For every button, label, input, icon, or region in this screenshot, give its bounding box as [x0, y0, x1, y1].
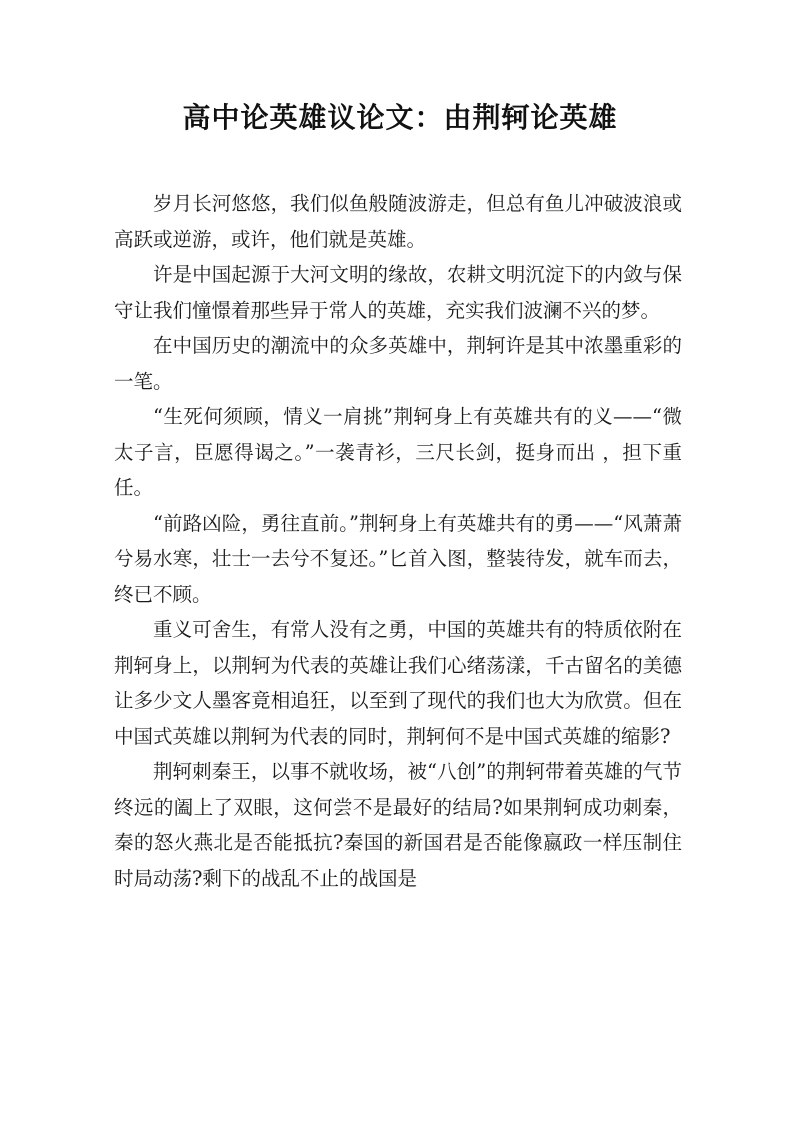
document-title: 高中论英雄议论文：由荆轲论英雄 [182, 101, 618, 134]
document-body [114, 186, 682, 896]
paragraph: 荆轲刺秦王，以事不就收场，被“八创”的荆轲带着英雄的气节终远的阖上了双眼，这何尝不是最好的结局?如果荆轲成功刺秦，秦的怒火燕北是否能抵抗?秦国的新国君是否能像嬴政一样压制住时局动荡?剩下的战乱不止的战国是 [114, 760, 682, 890]
paragraph: “前路凶险，勇往直前。”荆轲身上有英雄共有的勇——“风萧萧兮易水寒，壮士一去兮不复还。”匕首入图，整装待发，就车而去，终已不顾。 [114, 511, 682, 606]
paragraph: 许是中国起源于大河文明的缘故，农耕文明沉淀下的内敛与保守让我们憧憬着那些异于常人的英雄，充实我们波澜不兴的梦。 [114, 263, 682, 322]
paragraph: 岁月长河悠悠，我们似鱼般随波游走，但总有鱼儿冲破波浪或高跃或逆游，或许，他们就是英雄。 [114, 192, 682, 251]
paragraph: “生死何须顾，情义一肩挑”荆轲身上有英雄共有的义——“微太子言，臣愿得谒之。”一袭青衫，三尺长剑，挺身而出 ，担下重任。 [114, 405, 682, 499]
paragraph: 重义可舍生，有常人没有之勇，中国的英雄共有的特质依附在荆轲身上，以荆轲为代表的英雄让我们心绪荡漾，千古留名的美德让多少文人墨客竟相追狂，以至到了现代的我们也大为欣赏。但在中国式英雄以荆轲为代表的同时，荆轲何不是中国式英雄的缩影? [114, 618, 682, 748]
paragraph: 在中国历史的潮流中的众多英雄中，荆轲许是其中浓墨重彩的一笔。 [114, 334, 682, 393]
